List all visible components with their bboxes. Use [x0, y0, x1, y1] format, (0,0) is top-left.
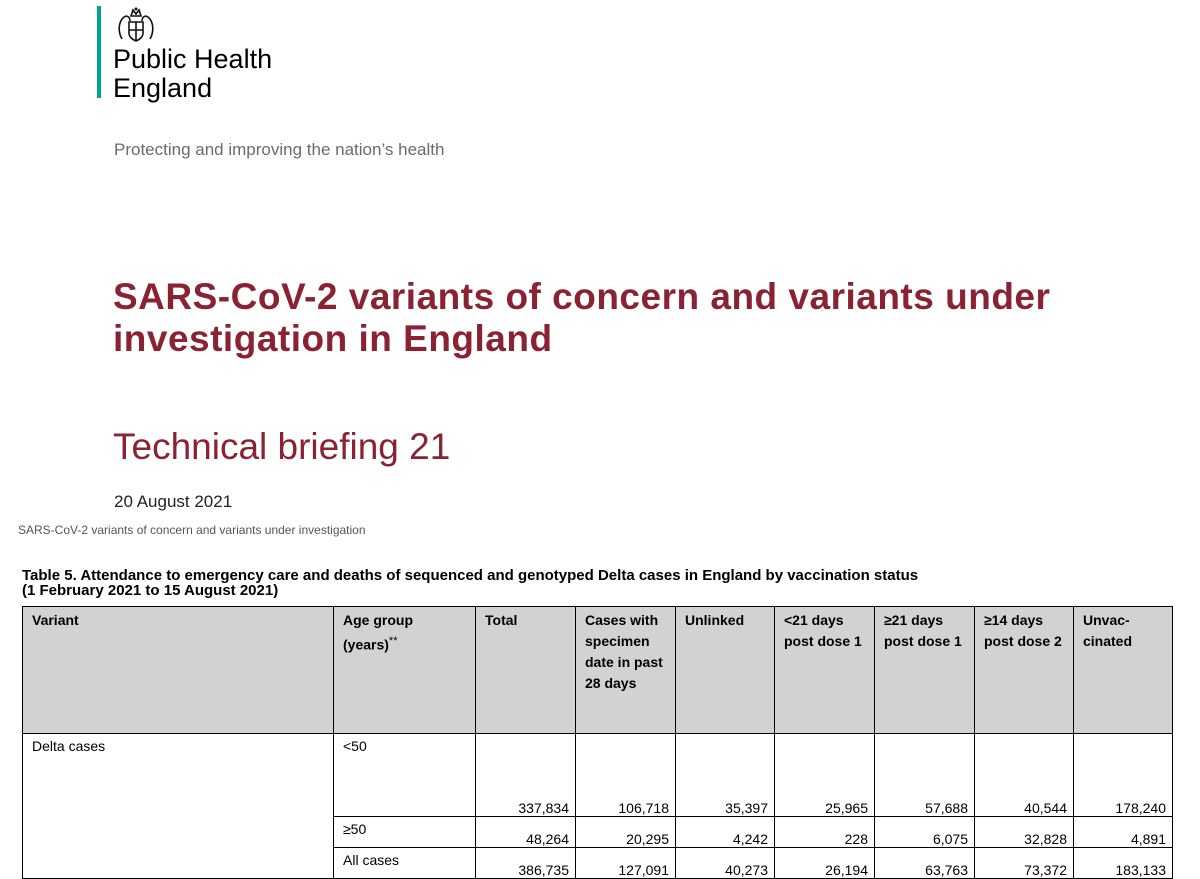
- variant-cell: Delta cases: [23, 734, 334, 879]
- column-header-recent-cases: Cases with specimen date in past 28 days: [576, 607, 676, 734]
- column-header-unlinked: Unlinked: [676, 607, 775, 734]
- value-cell: 35,397: [676, 734, 775, 817]
- value-cell: 48,264: [476, 817, 576, 848]
- running-header: SARS-CoV-2 variants of concern and variants under investigation: [18, 523, 366, 537]
- column-header-age-group-label: Age group (years): [343, 612, 413, 653]
- age-group-cell: All cases: [334, 848, 476, 879]
- table-row: [23, 734, 1173, 817]
- value-cell: 386,735: [476, 848, 576, 879]
- organisation-name: [113, 45, 272, 103]
- column-header-ge14-post-dose2: ≥14 days post dose 2: [975, 607, 1074, 734]
- value-cell: 40,273: [676, 848, 775, 879]
- column-header-lt21-post-dose1: <21 days post dose 1: [775, 607, 875, 734]
- column-header-ge21-post-dose1: ≥21 days post dose 1: [875, 607, 975, 734]
- column-header-total: Total: [476, 607, 576, 734]
- value-cell: 183,133: [1074, 848, 1173, 879]
- value-cell: 106,718: [576, 734, 676, 817]
- column-header-unvaccinated: Unvac-cinated: [1074, 607, 1173, 734]
- table-header-row: [23, 607, 1173, 734]
- column-header-age-group-footnote: **: [388, 635, 398, 647]
- value-cell: 73,372: [975, 848, 1074, 879]
- value-cell: 4,891: [1074, 817, 1173, 848]
- delta-cases-table: [22, 606, 1173, 879]
- tagline: Protecting and improving the nation’s health: [114, 140, 445, 159]
- value-cell: 20,295: [576, 817, 676, 848]
- table-caption-line1: Table 5. Attendance to emergency care and deaths of sequenced and genotyped Delta cases in England by vaccination status: [22, 567, 919, 584]
- age-group-cell: <50: [334, 734, 476, 817]
- value-cell: 127,091: [576, 848, 676, 879]
- age-group-cell: ≥50: [334, 817, 476, 848]
- value-cell: 337,834: [476, 734, 576, 817]
- value-cell: 178,240: [1074, 734, 1173, 817]
- value-cell: 63,763: [875, 848, 975, 879]
- organisation-name-line1: Public Health: [113, 44, 273, 74]
- value-cell: 57,688: [875, 734, 975, 817]
- value-cell: 4,242: [676, 817, 775, 848]
- value-cell: 32,828: [975, 817, 1074, 848]
- column-header-variant: Variant: [23, 607, 334, 734]
- table-caption-line2: (1 February 2021 to 15 August 2021): [22, 582, 279, 599]
- royal-crest-icon: [114, 6, 158, 42]
- value-cell: 228: [775, 817, 875, 848]
- value-cell: 25,965: [775, 734, 875, 817]
- value-cell: 6,075: [875, 817, 975, 848]
- value-cell: 26,194: [775, 848, 875, 879]
- document-subtitle: Technical briefing 21: [113, 426, 451, 467]
- brand-accent-bar: [97, 6, 101, 98]
- document-date: 20 August 2021: [114, 492, 233, 511]
- table-caption: [22, 568, 1192, 598]
- value-cell: 40,544: [975, 734, 1074, 817]
- column-header-age-group: [334, 607, 476, 734]
- document-title: SARS-CoV-2 variants of concern and variants under investigation in England: [113, 276, 1051, 359]
- organisation-name-line2: England: [113, 73, 213, 103]
